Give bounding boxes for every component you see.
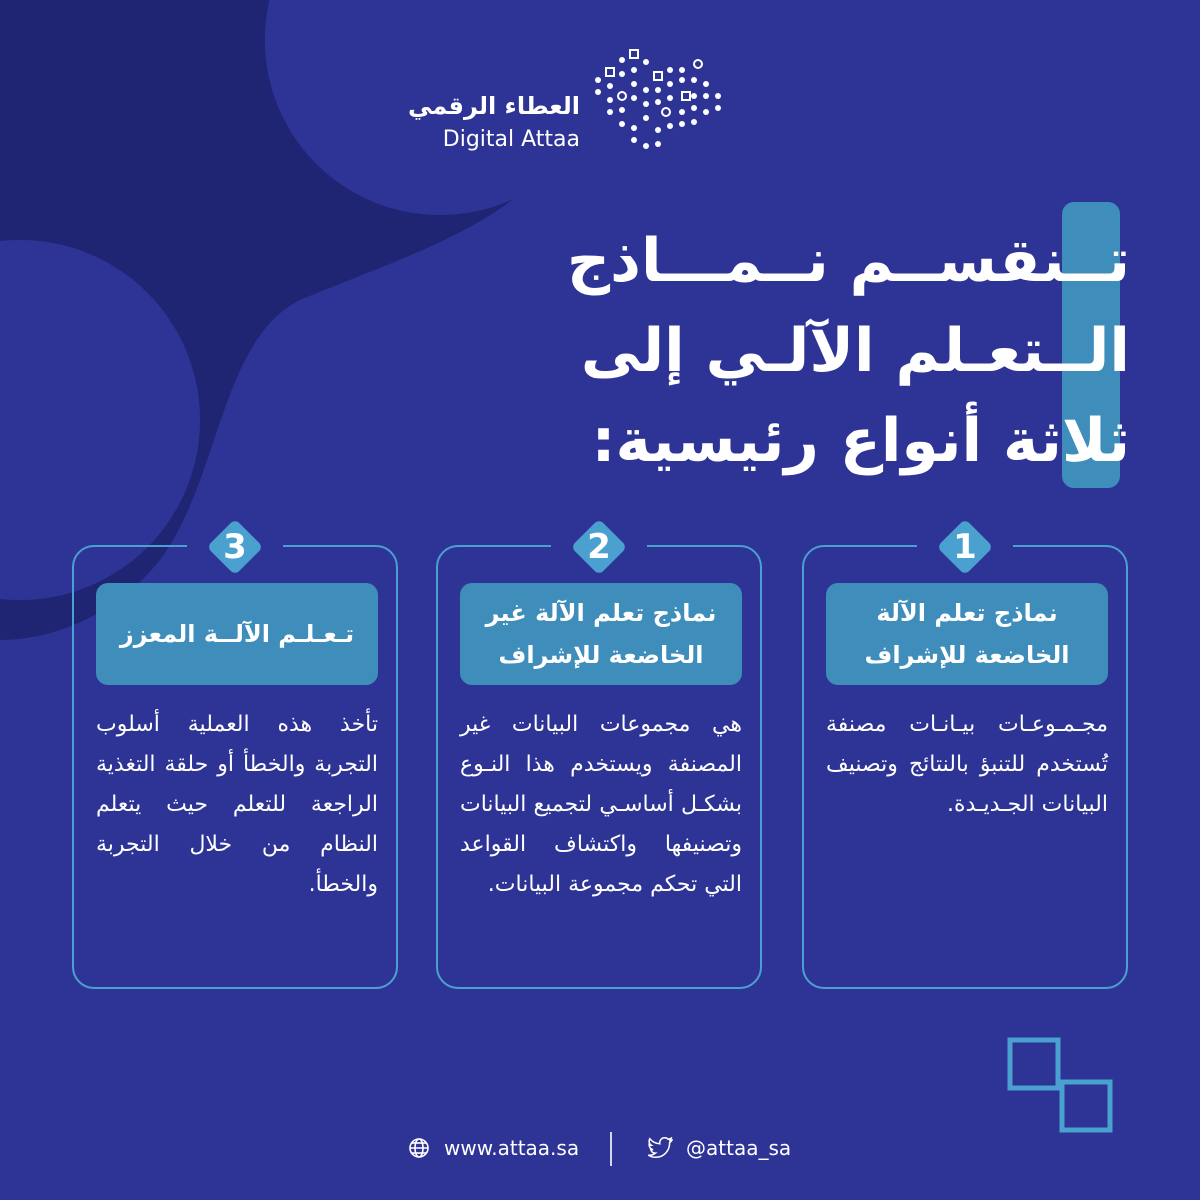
card-heading: تـعـلـم الآلــة المعزز [96,583,378,685]
website-text: www.attaa.sa [444,1136,580,1160]
card-heading: نماذج تعلم الآلة الخاضعة للإشراف [826,583,1108,685]
globe-icon [408,1137,430,1159]
website-link[interactable] [408,1136,579,1160]
card-body-text: هي مجموعات البيانات غير المصنفة ويستخدم هذا النـوع بشكـل أساسـي لتجميع البيانات وتصنيفها واكتشاف القواعد التي تحكم مجموعة البيانات. [460,712,742,897]
badge-number: 1 [953,527,977,567]
number-badge [201,513,269,581]
footer [0,1128,1200,1172]
card-heading: نماذج تعلم الآلة غير الخاضعة للإشراف [460,583,742,685]
twitter-handle: @attaa_sa [686,1136,792,1160]
brand-name-english: Digital Attaa [442,127,580,152]
brand-logo-mark [590,40,730,160]
title-line: الــتعـلم الآلـي إلى [580,316,1130,386]
brand-name-arabic: العطاء الرقمي [407,92,580,120]
twitter-icon [648,1137,674,1159]
badge-number: 3 [223,527,247,567]
card-unsupervised-learning [436,527,762,989]
card-body-text: تأخذ هذه العملية أسلوب التجربة والخطأ أو حلقة التغذية الراجعة للتعلم حيث يتعلم النظام من خلال التجربة والخطأ. [96,712,378,897]
title-line: ثلاثة أنواع رئيسية: [591,406,1130,476]
card-supervised-learning [802,527,1128,989]
number-badge [565,513,633,581]
title-line: تــنقســم نــمـــاذج [566,226,1130,296]
card-body-text: مجـمـوعـات بيـانـات مصنفة تُستخدم للتنبؤ بالنتائج وتصنيف البيانات الجـديـدة. [826,712,1108,817]
badge-number: 2 [587,527,611,567]
footer-divider [610,1132,612,1166]
card-reinforcement-learning [72,527,398,989]
page-title [430,216,1130,486]
square-outline-icon [1000,1030,1130,1140]
number-badge [931,513,999,581]
twitter-link[interactable] [648,1136,791,1160]
brand-logo[interactable] [407,40,730,160]
